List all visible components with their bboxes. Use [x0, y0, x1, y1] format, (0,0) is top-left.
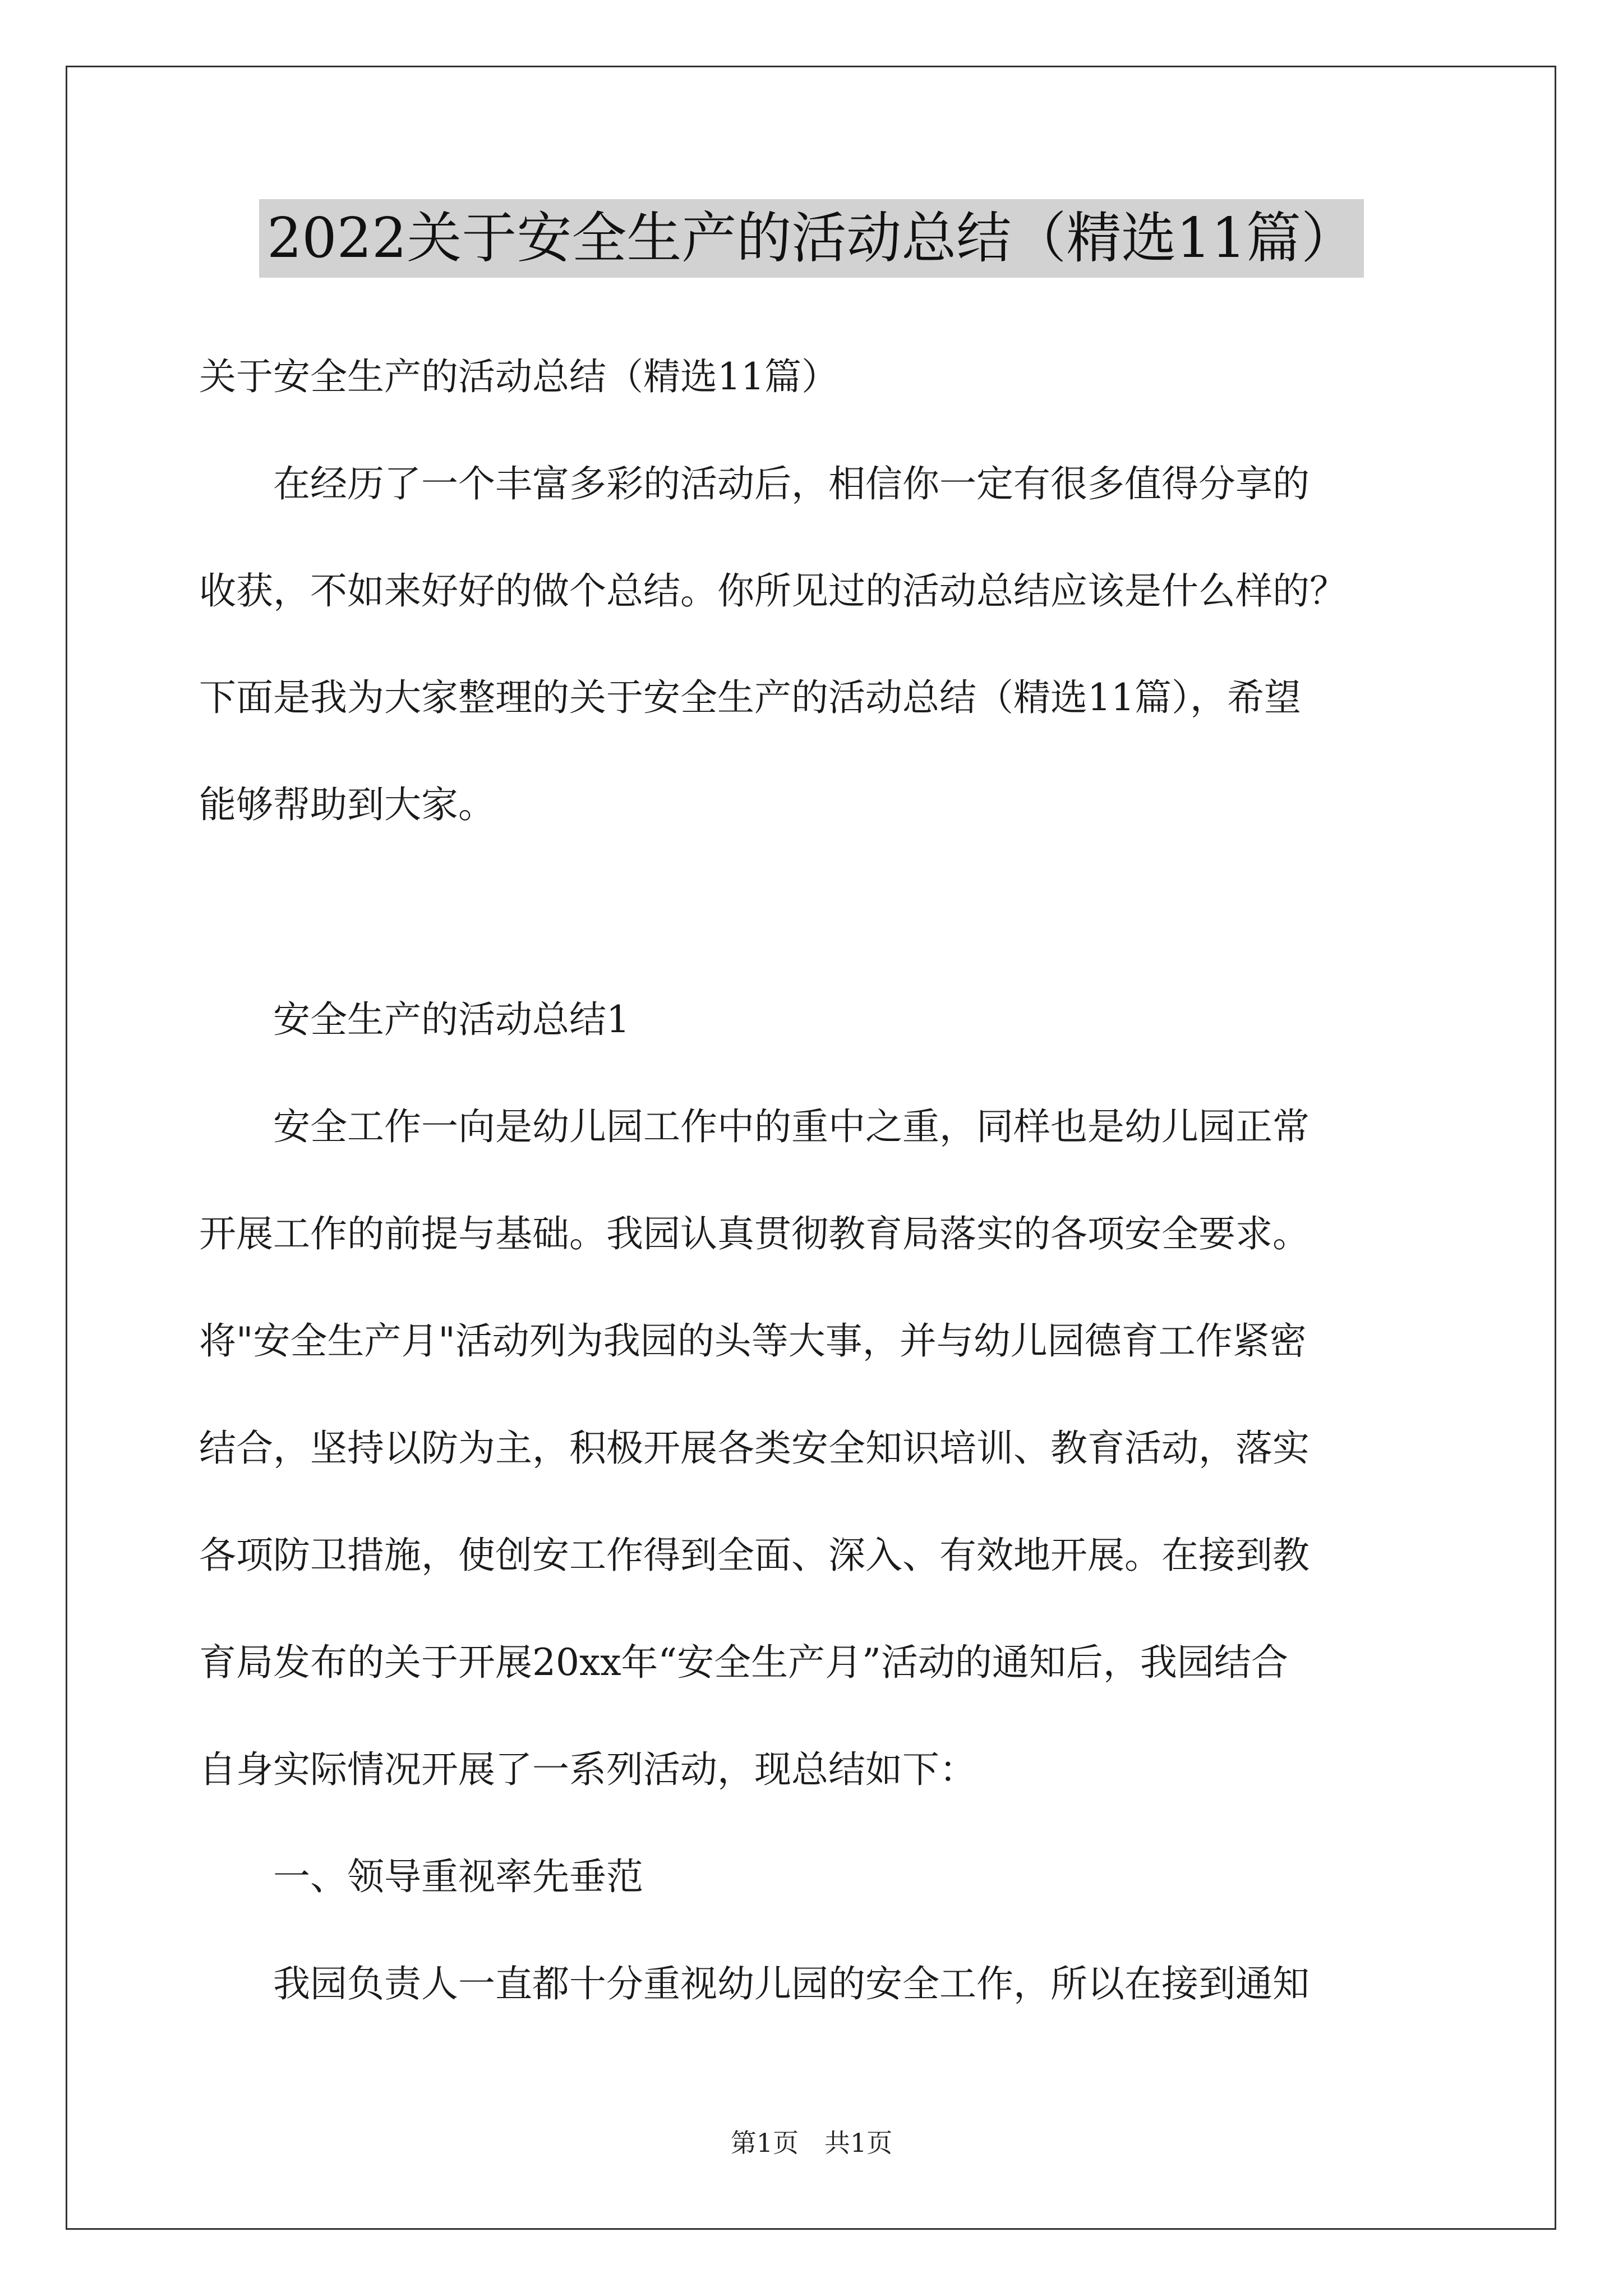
document-title: 2022关于安全生产的活动总结（精选11篇）	[259, 199, 1364, 278]
paragraph-line: 安全工作一向是幼儿园工作中的重中之重，同样也是幼儿园正常	[199, 1105, 1310, 1148]
paragraph-line: 开展工作的前提与基础。我园认真贯彻教育局落实的各项安全要求。	[199, 1212, 1310, 1255]
paragraph-line: 各项防卫措施，使创安工作得到全面、深入、有效地开展。在接到教	[199, 1534, 1310, 1577]
section-heading: 安全生产的活动总结1	[199, 998, 630, 1041]
paragraph-line: 结合，坚持以防为主，积极开展各类安全知识培训、教育活动，落实	[199, 1427, 1310, 1470]
title-container	[0, 199, 1623, 278]
paragraph-line: 自身实际情况开展了一系列活动，现总结如下：	[199, 1748, 976, 1791]
paragraph-line: 育局发布的关于开展20xx年“安全生产月”活动的通知后，我园结合	[199, 1641, 1288, 1684]
paragraph-line: 收获，不如来好好的做个总结。你所见过的活动总结应该是什么样的？	[199, 569, 1347, 613]
page-footer: 第1页 共1页	[730, 2128, 893, 2158]
subtitle-line: 关于安全生产的活动总结（精选11篇）	[199, 355, 838, 398]
paragraph-line: 我园负责人一直都十分重视幼儿园的安全工作，所以在接到通知	[199, 1962, 1310, 2005]
subsection-heading: 一、领导重视率先垂范	[199, 1855, 643, 1898]
paragraph-line: 将"安全生产月"活动列为我园的头等大事，并与幼儿园德育工作紧密	[199, 1319, 1307, 1363]
paragraph-line: 能够帮助到大家。	[199, 783, 495, 826]
paragraph-line: 下面是我为大家整理的关于安全生产的活动总结（精选11篇），希望	[199, 676, 1301, 719]
paragraph-line: 在经历了一个丰富多彩的活动后，相信你一定有很多值得分享的	[199, 462, 1310, 505]
